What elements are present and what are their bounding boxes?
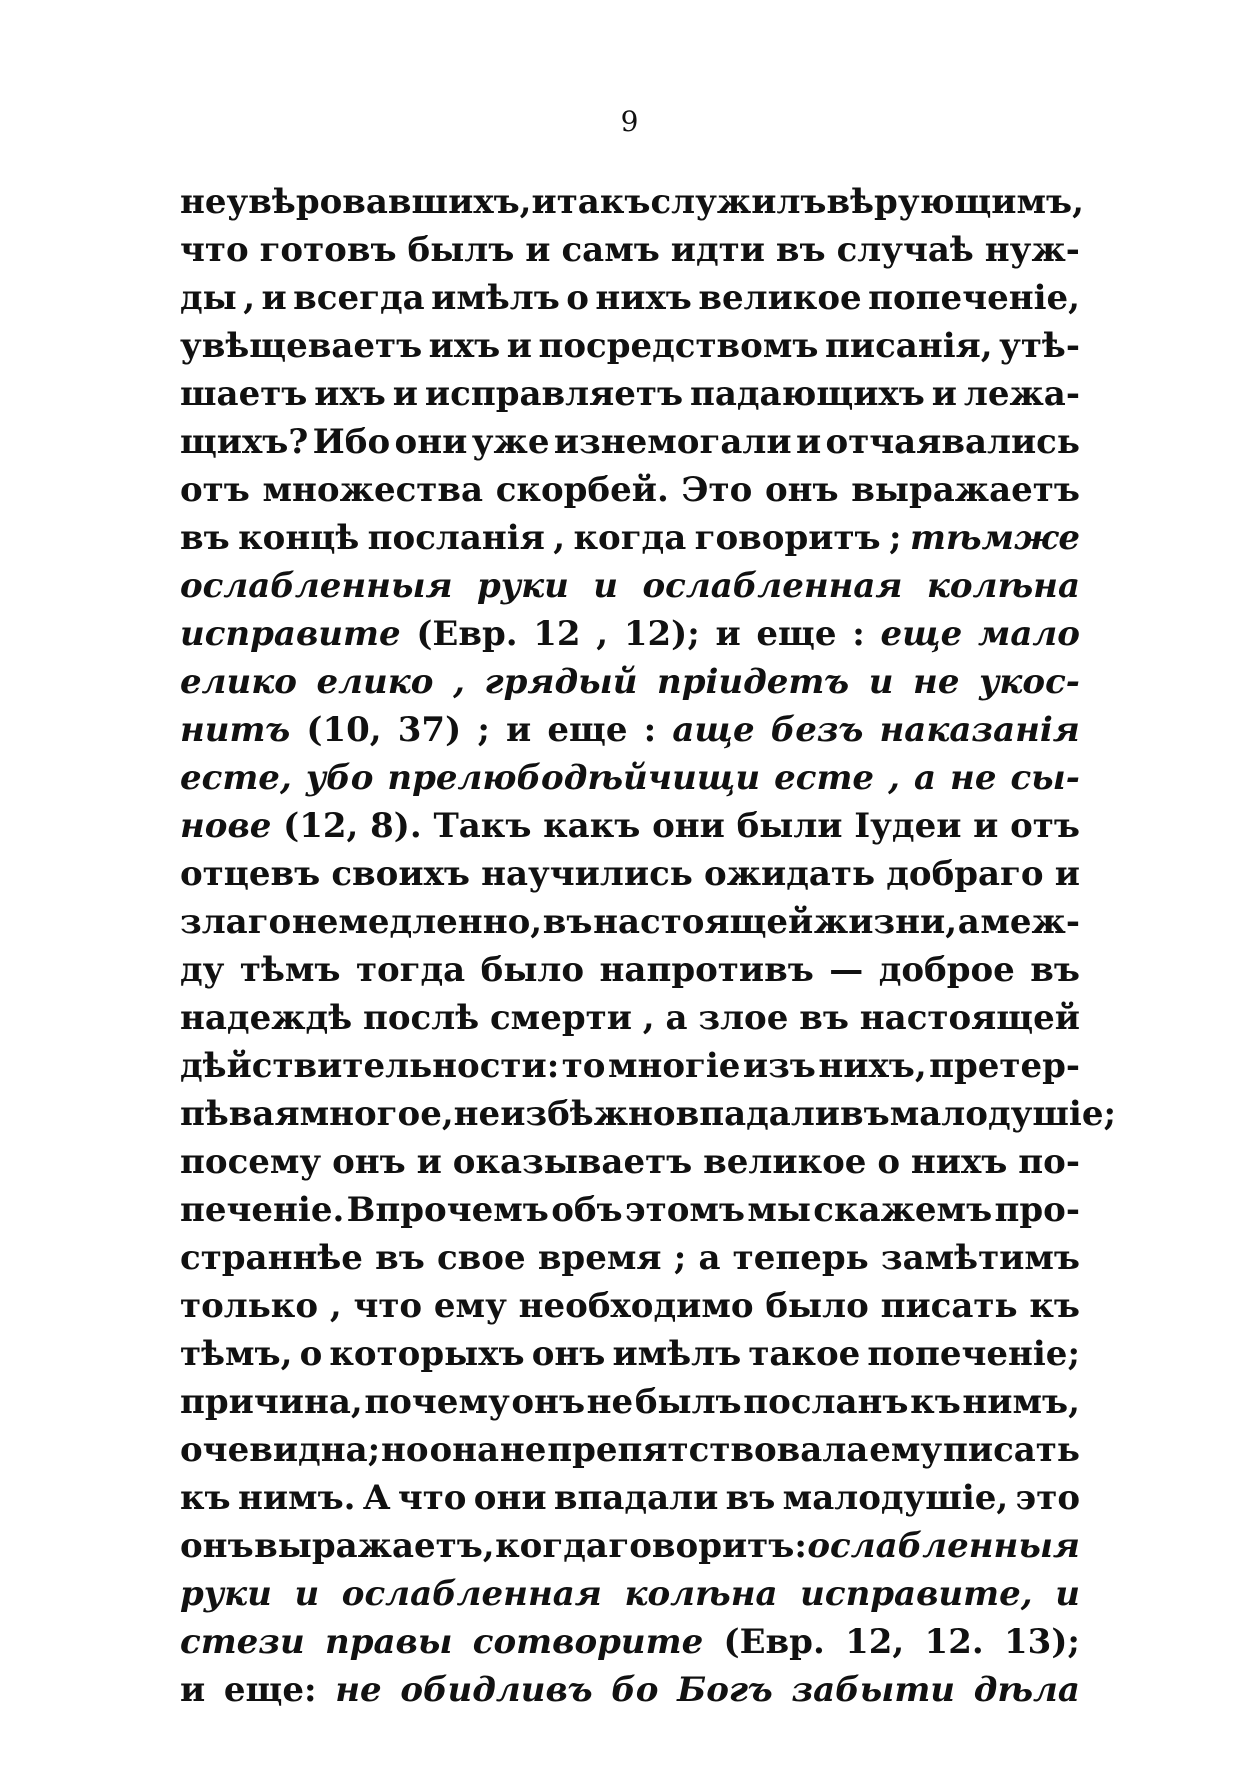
quotation-word: еще — [880, 614, 963, 654]
word: падающихъ — [689, 374, 925, 414]
word: необходимо — [518, 1286, 754, 1326]
quotation-word: , — [888, 758, 900, 798]
text-line — [180, 706, 1080, 754]
word: нимъ. — [237, 1478, 356, 1518]
word: то — [561, 1046, 606, 1086]
word: , — [642, 998, 655, 1038]
word: писанія, — [824, 326, 993, 366]
word: дѣйствительности: — [180, 1046, 560, 1086]
word: въ — [775, 230, 826, 270]
word: лежа- — [963, 374, 1080, 414]
quotation-word: дѣла — [973, 1670, 1080, 1710]
word: немедленно, — [291, 902, 543, 942]
word: ихъ — [428, 326, 501, 366]
word: а — [698, 1238, 721, 1278]
word: щихъ? — [180, 422, 309, 462]
word: Ибо — [312, 422, 391, 462]
word: 12. — [924, 1622, 984, 1662]
text-line — [180, 1234, 1080, 1282]
word: меж- — [980, 902, 1080, 942]
word: множества — [262, 470, 484, 510]
word: вѣрующимъ, — [826, 182, 1084, 222]
word: скорбей. — [495, 470, 669, 510]
text-line — [180, 1042, 1080, 1090]
word: еще — [756, 614, 837, 654]
text-line — [180, 898, 1080, 946]
word: былъ — [634, 1382, 742, 1422]
word: — — [829, 950, 864, 990]
word: изнемогали — [553, 422, 792, 462]
word: какъ — [543, 806, 641, 846]
word: 37) — [397, 710, 462, 750]
text-line — [180, 802, 1080, 850]
word: 8). — [370, 806, 422, 846]
word: нихъ — [595, 278, 692, 318]
word: Такъ — [433, 806, 532, 846]
quotation-word: , — [453, 662, 465, 702]
word: ; — [477, 710, 490, 750]
word: нуж- — [984, 230, 1080, 270]
quotation-word: нове — [180, 806, 272, 846]
word: 12); — [623, 614, 700, 654]
word: теперь — [732, 1238, 869, 1278]
word: увѣровавшихъ, — [226, 182, 532, 222]
word: исправляетъ — [424, 374, 684, 414]
quotation-word: колѣна — [624, 1574, 778, 1614]
word: служилъ — [650, 182, 827, 222]
quotation-word: забыти — [791, 1670, 956, 1710]
word: оказываетъ — [452, 1142, 693, 1182]
word: онъ — [332, 1142, 406, 1182]
quotation-word: Богъ — [677, 1670, 773, 1710]
quotation-word: исправите — [180, 614, 401, 654]
word: смерти — [489, 998, 632, 1038]
word: многое, — [299, 1094, 454, 1134]
quotation-word: убо — [305, 758, 374, 798]
quotation-word: нитъ — [180, 710, 291, 750]
word: уже — [471, 422, 550, 462]
text-line — [180, 514, 1080, 562]
word: 12 — [533, 614, 581, 654]
word: неизбѣжно — [453, 1094, 676, 1134]
word: тѣмъ, — [180, 1334, 293, 1374]
word: мы — [747, 1190, 811, 1230]
body-text — [180, 178, 1117, 1714]
word: въ — [840, 1094, 890, 1134]
quotation-word: исправите, — [800, 1574, 1033, 1614]
word: малодушіе, — [782, 1478, 1009, 1518]
word: настоящей — [859, 998, 1080, 1038]
word: въ — [375, 1238, 425, 1278]
word: самъ — [561, 230, 660, 270]
word: послѣ — [362, 998, 480, 1038]
quotation-word: ослабленная — [642, 566, 903, 606]
word: : — [643, 710, 657, 750]
word: своихъ — [331, 854, 470, 894]
word: выражаетъ, — [254, 1526, 495, 1566]
word: жизни, — [813, 902, 958, 942]
quotation-word: есте, — [180, 758, 292, 798]
word: идти — [670, 230, 765, 270]
word: ожидать — [704, 854, 876, 894]
quotation-word: прелюбодѣйчищи — [387, 758, 761, 798]
word: концѣ — [238, 518, 360, 558]
word: и — [261, 278, 287, 318]
text-line — [180, 178, 1084, 226]
word: онъ — [531, 1334, 606, 1374]
word: къ — [910, 1382, 961, 1422]
word: онъ — [764, 470, 839, 510]
word: что — [397, 1478, 467, 1518]
word: тѣмъ — [239, 950, 341, 990]
text-line — [180, 850, 1080, 898]
word: она — [429, 1430, 500, 1470]
word: попеченіе; — [867, 1334, 1080, 1374]
quotation-word: и — [294, 1574, 320, 1614]
word: выражаетъ — [851, 470, 1080, 510]
word: о — [566, 278, 589, 318]
word: былъ — [407, 230, 515, 270]
quotation-word: и — [868, 662, 894, 702]
word: не — [499, 1430, 547, 1470]
word: а — [957, 902, 980, 942]
quotation-word: бо — [611, 1670, 659, 1710]
word: Іудеи — [854, 806, 962, 846]
word: ему — [433, 1286, 507, 1326]
word: писать — [880, 1286, 1018, 1326]
text-line — [180, 1330, 1080, 1378]
text-line — [180, 754, 1080, 802]
quotation-word: безъ — [770, 710, 864, 750]
text-line — [180, 1522, 1080, 1570]
quotation-word: ослабленная — [341, 1574, 602, 1614]
word: что — [353, 1286, 423, 1326]
word: ему — [869, 1430, 943, 1470]
quotation-word: обидливъ — [400, 1670, 593, 1710]
text-line — [180, 994, 1080, 1042]
quotation-word: сы- — [1010, 758, 1080, 798]
quotation-word: укос- — [979, 662, 1080, 702]
word: они — [473, 1478, 547, 1518]
word: научились — [481, 854, 693, 894]
word: и — [506, 710, 532, 750]
word: готовъ — [259, 230, 397, 270]
quotation-word: ослабленныя — [180, 566, 453, 606]
word: утѣ- — [999, 326, 1080, 366]
quotation-word: елико — [316, 662, 434, 702]
word: что — [180, 230, 249, 270]
word: настоящей — [593, 902, 814, 942]
text-line — [180, 1378, 1080, 1426]
quotation-word: и — [1055, 1574, 1080, 1614]
word: такое — [748, 1334, 861, 1374]
word: и — [931, 374, 957, 414]
word: такъ — [556, 182, 651, 222]
word: въ — [799, 998, 849, 1038]
word: писать — [942, 1430, 1080, 1470]
text-line — [180, 946, 1080, 994]
text-line — [180, 274, 1080, 322]
quotation-word: не — [950, 758, 997, 798]
word: посланъ — [743, 1382, 909, 1422]
word: свое — [436, 1238, 526, 1278]
word: и — [715, 614, 741, 654]
word: было — [765, 1286, 869, 1326]
word: шаетъ — [180, 374, 308, 414]
text-line — [180, 418, 1080, 466]
word: великое — [698, 278, 862, 318]
word: имѣлъ — [612, 1334, 742, 1374]
word: многіе — [607, 1046, 741, 1086]
word: объ — [551, 1190, 623, 1230]
word: не — [180, 182, 227, 222]
word: 13); — [1004, 1622, 1080, 1662]
word: увѣщеваетъ — [180, 326, 423, 366]
word: про- — [994, 1190, 1080, 1230]
word: случаѣ — [836, 230, 974, 270]
word: , — [329, 1286, 342, 1326]
word: отъ — [1010, 806, 1080, 846]
word: еще — [547, 710, 628, 750]
word: нихъ, — [818, 1046, 927, 1086]
text-line — [180, 466, 1080, 514]
word: а — [665, 998, 688, 1038]
quotation-word: мало — [978, 614, 1080, 654]
word: впадали — [675, 1094, 841, 1134]
word: малодушіе; — [889, 1094, 1117, 1134]
word: причина, — [180, 1382, 363, 1422]
word: и — [1054, 854, 1080, 894]
word: когда — [573, 518, 687, 558]
word: онъ — [511, 1382, 586, 1422]
quotation-word: ослабленныя — [807, 1526, 1080, 1566]
quotation-word: аще — [672, 710, 755, 750]
quotation-word: тѣмже — [909, 518, 1080, 558]
page-number: 9 — [620, 105, 639, 138]
word: впадали — [553, 1478, 719, 1518]
word: ду — [180, 950, 225, 990]
word: но — [381, 1430, 429, 1470]
word: не — [586, 1382, 634, 1422]
word: еще: — [223, 1670, 317, 1710]
word: въ — [180, 518, 230, 558]
word: по- — [1018, 1142, 1080, 1182]
word: и — [525, 230, 551, 270]
word: ; — [673, 1238, 687, 1278]
word: , — [553, 518, 566, 558]
word: къ — [1029, 1286, 1080, 1326]
word: изъ — [742, 1046, 816, 1086]
text-line — [180, 1666, 1080, 1714]
word: добраго — [886, 854, 1044, 894]
word: Впрочемъ — [346, 1190, 549, 1230]
text-line — [180, 1090, 1117, 1138]
quotation-word: елико — [180, 662, 297, 702]
text-line — [180, 610, 1080, 658]
text-line — [180, 658, 1080, 706]
word: замѣтимъ — [880, 1238, 1080, 1278]
word: почему — [364, 1382, 510, 1422]
word: 12, — [845, 1622, 905, 1662]
word: Это — [681, 470, 753, 510]
word: (Евр. — [416, 614, 518, 654]
quotation-word: правы — [325, 1622, 453, 1662]
word: и — [973, 806, 999, 846]
quotation-word: пріидетъ — [657, 662, 850, 702]
text-line — [180, 370, 1080, 418]
quotation-word: а — [913, 758, 936, 798]
quotation-word: есте — [774, 758, 875, 798]
word: злое — [698, 998, 789, 1038]
text-line — [180, 1282, 1080, 1330]
word: злаго — [180, 902, 292, 942]
text-line — [180, 1618, 1080, 1666]
text-line — [180, 1138, 1080, 1186]
word: этомъ — [624, 1190, 746, 1230]
word: въ — [1030, 950, 1080, 990]
word: : — [852, 614, 865, 654]
word: это — [1015, 1478, 1080, 1518]
word: были — [736, 806, 843, 846]
word: отцевъ — [180, 854, 321, 894]
text-line — [180, 1426, 1080, 1474]
word: печеніе. — [180, 1190, 345, 1230]
word: посланія — [367, 518, 545, 558]
word: имѣлъ — [431, 278, 560, 318]
word: и — [392, 374, 418, 414]
word: посредствомъ — [538, 326, 819, 366]
word: (12, — [283, 806, 359, 846]
text-line — [180, 1570, 1080, 1618]
text-line — [180, 226, 1080, 274]
word: въ — [725, 1478, 776, 1518]
word: отъ — [180, 470, 250, 510]
word: страннѣе — [180, 1238, 363, 1278]
word: онъ — [180, 1526, 254, 1566]
word: отчаявались — [825, 422, 1080, 462]
word: время — [537, 1238, 662, 1278]
word: скажемъ — [813, 1190, 993, 1230]
word: очевидна; — [180, 1430, 381, 1470]
word: ; — [889, 518, 902, 558]
word: и — [531, 182, 557, 222]
word: только — [180, 1286, 319, 1326]
quotation-word: наказанія — [879, 710, 1080, 750]
word: и — [506, 326, 532, 366]
quotation-word: и — [593, 566, 619, 606]
word: тогда — [355, 950, 466, 990]
word: они — [394, 422, 468, 462]
quotation-word: руки — [180, 1574, 272, 1614]
word: говоритъ: — [608, 1526, 807, 1566]
word: къ — [180, 1478, 231, 1518]
word: всегда — [293, 278, 425, 318]
word: посему — [180, 1142, 322, 1182]
word: говоритъ — [694, 518, 881, 558]
quotation-word: колѣна — [926, 566, 1080, 606]
word: когда — [495, 1526, 608, 1566]
word: и — [416, 1142, 442, 1182]
word: напротивъ — [599, 950, 814, 990]
word: было — [480, 950, 585, 990]
word: въ — [542, 902, 593, 942]
word: , — [243, 278, 256, 318]
word: ихъ — [314, 374, 386, 414]
word: которыхъ — [329, 1334, 525, 1374]
quotation-word: сотворите — [472, 1622, 704, 1662]
word: они — [652, 806, 725, 846]
quotation-word: не — [913, 662, 960, 702]
word: претер- — [929, 1046, 1080, 1086]
word: попеченіе, — [868, 278, 1080, 318]
word: нихъ — [910, 1142, 1008, 1182]
word: пѣвая — [180, 1094, 300, 1134]
word: великое — [703, 1142, 867, 1182]
word: и — [795, 422, 822, 462]
quotation-word: не — [335, 1670, 382, 1710]
word: доброе — [878, 950, 1015, 990]
word: о — [877, 1142, 901, 1182]
quotation-word: грядый — [484, 662, 638, 702]
word: и — [180, 1670, 206, 1710]
quotation-word: стези — [180, 1622, 305, 1662]
word: о — [299, 1334, 323, 1374]
quotation-word: руки — [477, 566, 569, 606]
text-line — [180, 322, 1080, 370]
word: , — [596, 614, 609, 654]
text-line — [180, 1474, 1080, 1522]
word: нимъ, — [962, 1382, 1080, 1422]
word: (Евр. — [723, 1622, 825, 1662]
word: ды — [180, 278, 237, 318]
word: препятствовала — [547, 1430, 869, 1470]
text-line — [180, 562, 1080, 610]
word: (10, — [306, 710, 382, 750]
word: надеждѣ — [180, 998, 353, 1038]
word: А — [362, 1478, 391, 1518]
text-line — [180, 1186, 1080, 1234]
